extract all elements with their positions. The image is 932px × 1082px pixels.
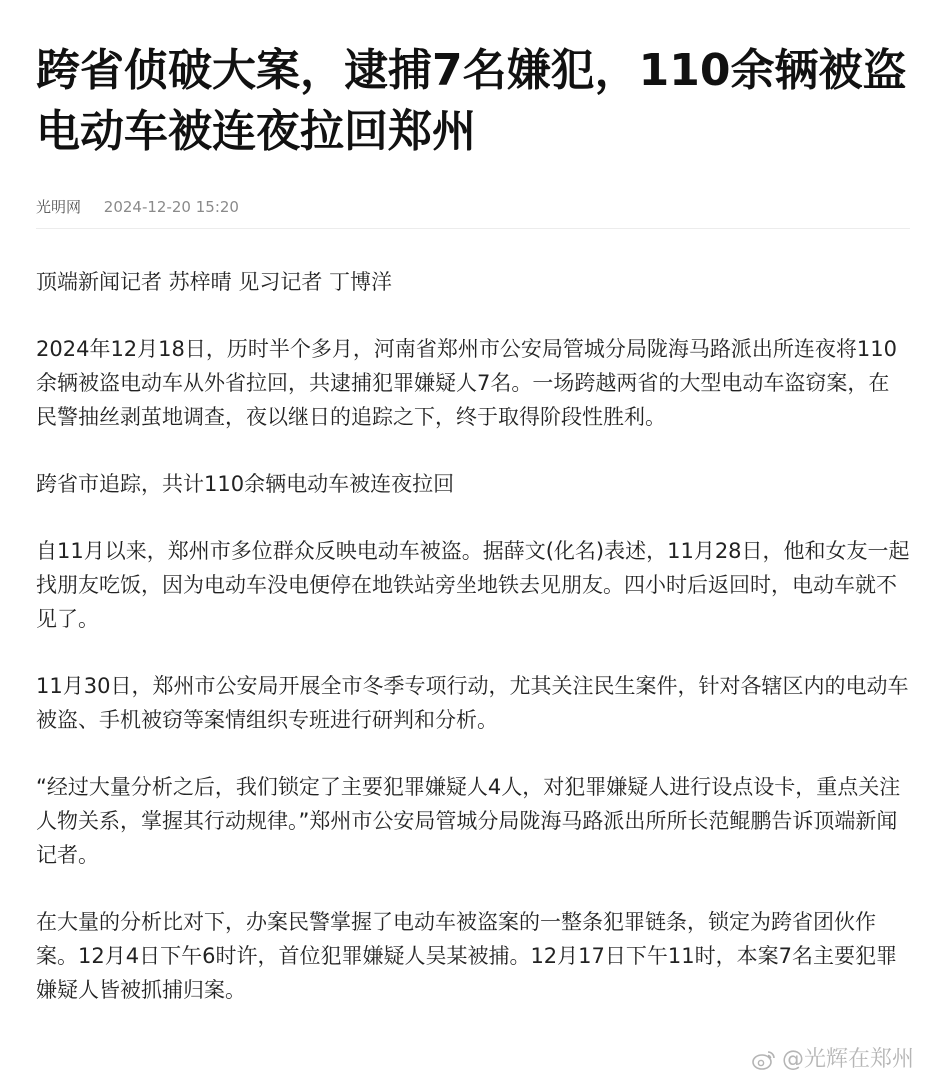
meta-divider [36,228,910,229]
paragraph-byline: 顶端新闻记者 苏梓晴 见习记者 丁博洋 [36,270,393,294]
article-source[interactable]: 光明网 [36,198,82,216]
paragraph-subheading: 跨省市追踪，共计110余辆电动车被连夜拉回 [36,472,455,496]
paragraph: 自11月以来，郑州市多位群众反映电动车被盗。据薛文(化名)表述，11月28日，他和女友一起找朋友吃饭，因为电动车没电便停在地铁站旁坐地铁去见朋友。四小时后返回时，电动车就不见了。 [36,539,910,631]
article-meta [36,196,912,218]
watermark [752,1046,914,1074]
paragraph: 在大量的分析比对下，办案民警掌握了电动车被盗案的一整条犯罪链条，锁定为跨省团伙作案。12月4日下午6时许，首位犯罪嫌疑人吴某被捕。12月17日下午11时，本案7名主要犯罪嫌疑人皆被抓捕归案。 [36,910,897,1002]
paragraph: “经过大量分析之后，我们锁定了主要犯罪嫌疑人4人，对犯罪嫌疑人进行设点设卡，重点关注人物关系，掌握其行动规律。”郑州市公安局管城分局陇海马路派出所所长范鲲鹏告诉顶端新闻记者。 [36,775,901,867]
paragraph: 2024年12月18日，历时半个多月，河南省郑州市公安局管城分局陇海马路派出所连夜将110余辆被盗电动车从外省拉回，共逮捕犯罪嫌疑人7名。一场跨越两省的大型电动车盗窃案，在民警抽丝剥茧地调查，夜以继日的追踪之下，终于取得阶段性胜利。 [36,337,897,429]
article-datetime: 2024-12-20 15:20 [103,198,239,216]
article-body [36,265,912,1007]
paragraph: 11月30日，郑州市公安局开展全市冬季专项行动，尤其关注民生案件，针对各辖区内的电动车被盗、手机被窃等案情组织专班进行研判和分析。 [36,674,909,732]
watermark-text: @光辉在郑州 [781,1047,914,1072]
article [36,40,912,1040]
weibo-icon [752,1049,776,1071]
article-title: 跨省侦破大案，逮捕7名嫌犯，110余辆被盗电动车被连夜拉回郑州 [36,45,907,157]
